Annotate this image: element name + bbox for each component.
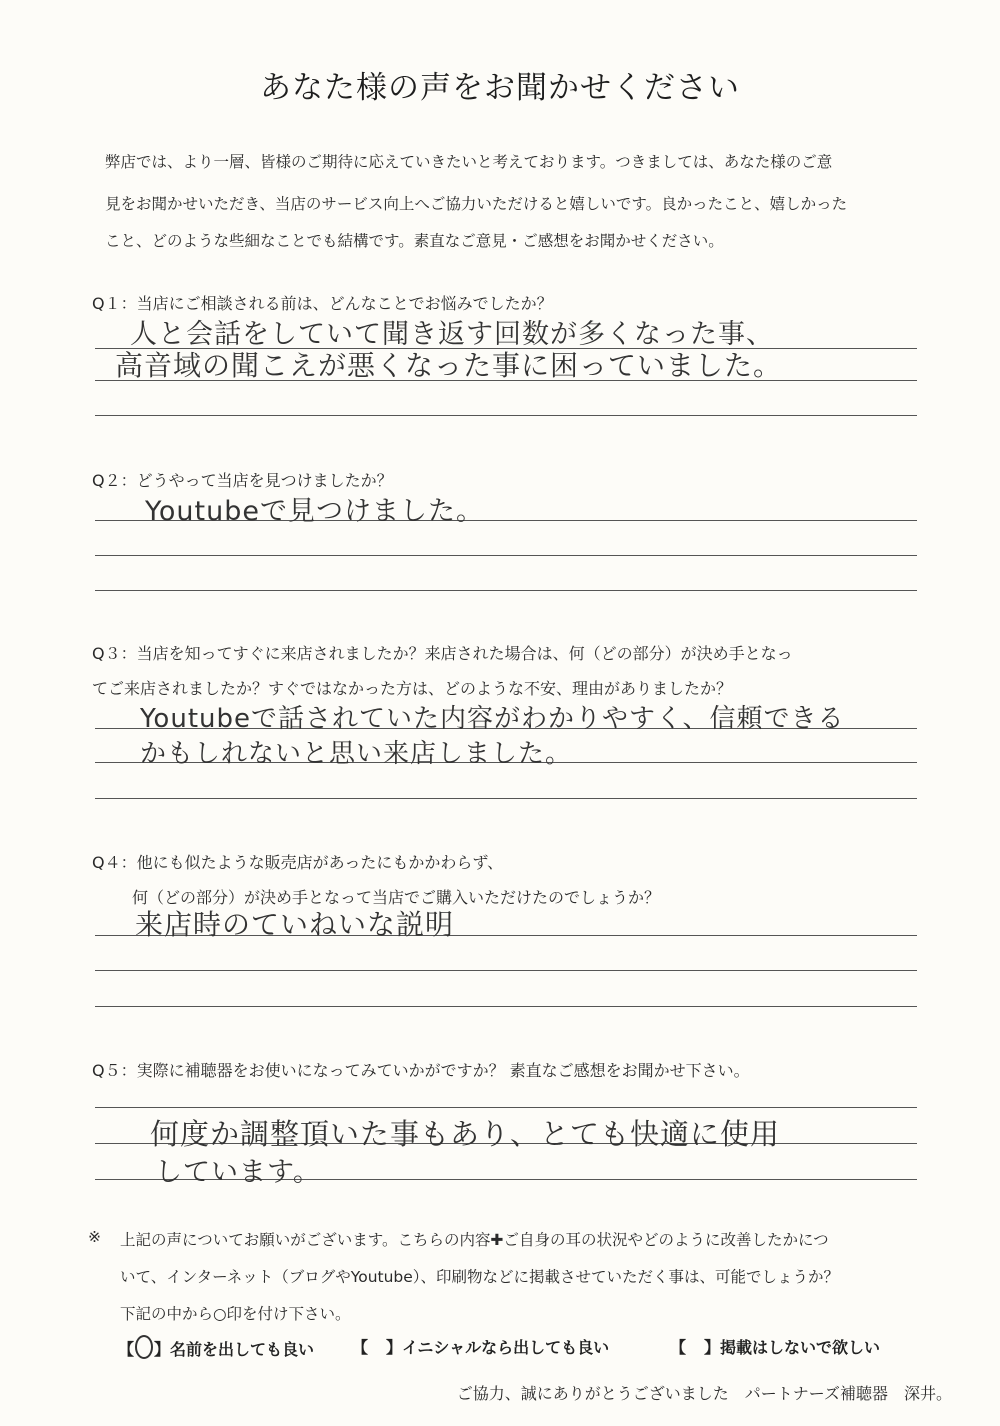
q5-handwritten-answer-1: 何度か調整頂いた事もあり、とても快適に使用 [150,1117,781,1151]
option-bracket-close: 】 [386,1338,403,1357]
q4-answer-line-2 [95,970,917,971]
intro-line-2: 見をお聞かせいただき、当店のサービス向上へご協力いただけると嬉しいです。良かったこと、嬉しかった [105,195,848,213]
note-mark: ※ [88,1228,101,1246]
intro-line-1: 弊店では、より一層、皆様のご期待に応えていきたいと考えております。つきましては、あなた様のご意 [105,153,833,171]
q2-question: Q２：どうやって当店を見つけましたか？ [92,471,393,490]
q5-answer-line-1 [95,1107,917,1108]
q2-answer-line-3 [95,590,917,591]
q3-question-line-1: Q３：当店を知ってすぐに来店されましたか？来店された場合は、何（どの部分）が決め手となっ [92,644,793,663]
option-bracket-open: 【 [670,1338,687,1357]
note-line-3: 下記の中から○印を付け下さい。 [120,1305,351,1323]
q1-question: Q１：当店にご相談される前は、どんなことでお悩みでしたか？ [92,294,553,313]
intro-line-3: こと、どのような些細なことでも結構です。素直なご意見・ご感想をお聞かせください。 [105,232,724,250]
q4-question-line-1: Q４：他にも似たような販売店があったにもかかわらず、 [92,853,504,872]
q3-question-line-2: てご来店されましたか？すぐではなかった方は、どのような不安、理由がありましたか？ [92,679,733,698]
q2-answer-line-2 [95,555,917,556]
q4-answer-line-3 [95,1006,917,1007]
option-label: イニシャルなら出しても良い [402,1338,610,1357]
q3-handwritten-answer-1: Youtubeで話されていた内容がわかりやすく、信頼できる [140,704,845,734]
option-label: 名前を出しても良い [170,1340,315,1359]
q1-answer-line-3 [95,415,917,416]
option-bracket-open: 【 [352,1338,369,1357]
option-name-ok [118,1335,314,1360]
q2-handwritten-answer: Youtubeで見つけました。 [145,496,484,527]
q4-handwritten-answer: 来店時のていねいな説明 [135,908,455,941]
q5-handwritten-answer-2: しています。 [155,1157,321,1188]
option-label: 掲載はしないで欲しい [720,1338,881,1357]
note-line-2: いて、インターネット（ブログやYoutube）、印刷物などに掲載させていただく事は、可能でしょうか？ [120,1268,840,1286]
q1-handwritten-answer-1: 人と会話をしていて聞き返す回数が多くなった事、 [130,319,774,350]
footer-thanks: ご協力、誠にありがとうございました パートナーズ補聴器 深井。 [456,1384,952,1403]
note-line-1: 上記の声についてお願いがございます。こちらの内容✚ご自身の耳の状況やどのように改善したかにつ [120,1231,829,1249]
q3-handwritten-answer-2: かもしれないと思い来店しました。 [140,739,573,769]
q1-handwritten-answer-2: 高音域の聞こえが悪くなった事に困っていました。 [115,349,783,382]
q5-question: Q５：実際に補聴器をお使いになってみていかがですか？ 素直なご感想をお聞かせ下さい。 [92,1061,750,1080]
q3-answer-line-3 [95,798,917,799]
option-bracket-close: 】 [154,1340,171,1359]
option-bracket-open: 【 [118,1340,135,1359]
page-title: あなた様の声をお聞かせください [260,70,740,106]
q4-question-line-2: 何（どの部分）が決め手となって当店でご購入いただけたのでしょうか？ [132,888,661,907]
option-no-publish [670,1335,880,1358]
option-bracket-close: 】 [704,1338,721,1357]
circle-mark-icon [135,1335,153,1359]
option-initials-ok [352,1335,609,1358]
